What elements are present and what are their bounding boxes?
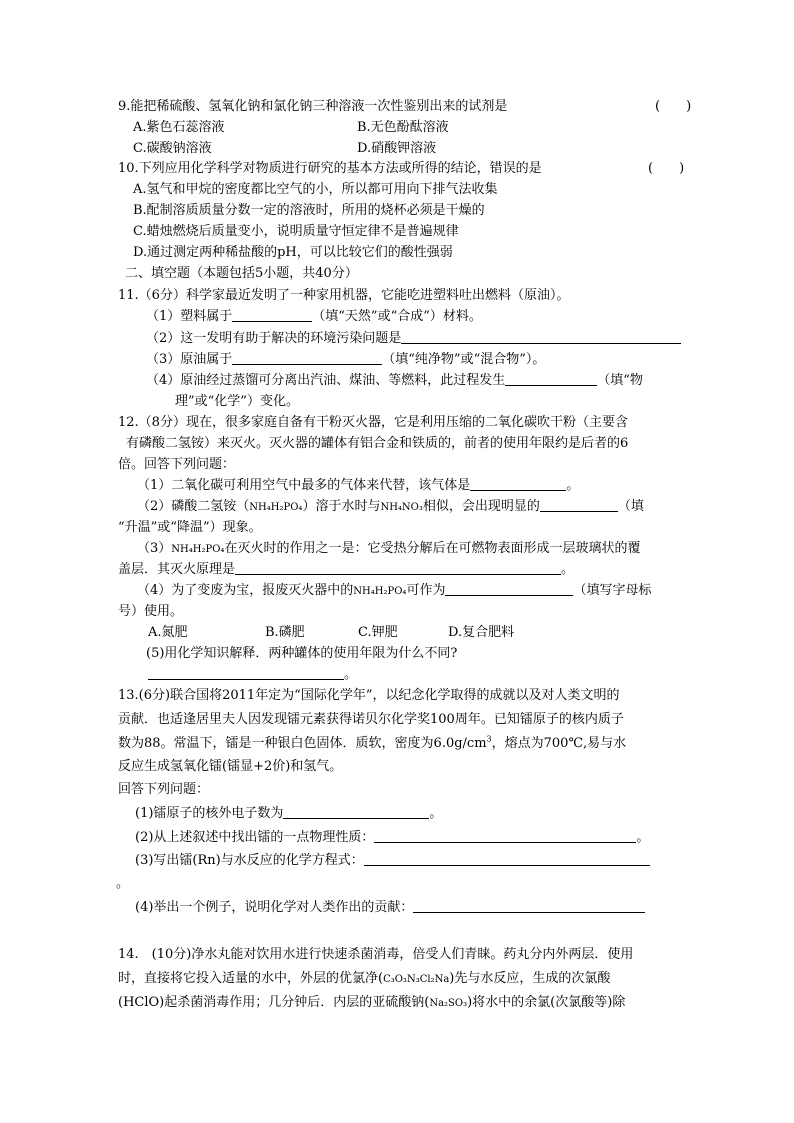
q12-part2-mid: ）溶于水时与 bbox=[302, 499, 381, 514]
q13-line3-b: ，熔点为700℃,易与水 bbox=[491, 736, 627, 751]
q11-part4-suffix: （填“物 bbox=[597, 373, 643, 388]
q12-blank-3[interactable] bbox=[235, 560, 561, 575]
q11-part3-prefix: （3）原油属于 bbox=[146, 352, 233, 367]
q12-part3-text: 在灭火时的作用之一是：它受热分解后在可燃物表面形成一层玻璃状的覆 bbox=[224, 541, 641, 556]
q14-line3 bbox=[118, 993, 625, 1014]
q11-blank-4[interactable] bbox=[505, 371, 597, 386]
q13-line3 bbox=[118, 734, 626, 754]
q12-blank-2[interactable] bbox=[540, 497, 618, 512]
section-heading: 二、填空题（本题包括5小题，共40分） bbox=[125, 266, 358, 281]
q13-part4-prefix: (4)举出一个例子，说明化学对人类作出的贡献： bbox=[135, 900, 414, 915]
q12-part1-suffix: 。 bbox=[566, 478, 580, 493]
q11-blank-2[interactable] bbox=[401, 329, 681, 344]
q12-part4-suffix: （填写字母标 bbox=[573, 583, 652, 598]
q13-line1: 13.(6分)联合国将2011年定为“国际化学年”，以纪念化学取得的成就以及对人类文明的 bbox=[118, 688, 620, 703]
q12-part3 bbox=[137, 539, 640, 560]
q11-part4-prefix: （4）原油经过蒸馏可分离出汽油、煤油、等燃料，此过程发生 bbox=[146, 373, 506, 388]
q14-line3-a: (HClO)起杀菌消毒作用；几分钟后．内层的亚硫酸钠( bbox=[118, 995, 430, 1010]
q13-part2-prefix: (2)从上述叙述中找出镭的一点物理性质： bbox=[135, 830, 375, 845]
q10-option-a: A.氢气和甲烷的密度都比空气的小，所以都可用向下排气法收集 bbox=[133, 182, 498, 197]
q14-line2-a: 时，直接将它投入适量的水中，外层的优氯净( bbox=[118, 971, 384, 986]
q10-stem: 10.下列应用化学科学对物质进行研究的基本方法或所得的结论，错误的是 bbox=[118, 161, 542, 176]
q12-blank-4[interactable] bbox=[445, 581, 573, 596]
q12-part2-cont: “升温”或“降温”）现象。 bbox=[118, 520, 262, 535]
q12-blank-5[interactable] bbox=[148, 665, 344, 680]
q12-part5: (5)用化学知识解释．两种罐体的使用年限为什么不同? bbox=[146, 646, 458, 661]
q10-option-b: B.配制溶质质量分数一定的溶液时，所用的烧杯必须是干燥的 bbox=[133, 203, 485, 218]
q12-part3-num: （3） bbox=[137, 541, 172, 556]
q14-line3-b: )将水中的余氯(次氯酸等)除 bbox=[467, 995, 626, 1010]
q12-part2 bbox=[137, 497, 644, 518]
q12-part3-prefix: 盖层．其灭火原理是 bbox=[118, 562, 236, 577]
q12-formula-nh4h2po4: NH₄H₂PO₄ bbox=[249, 502, 303, 513]
q11-blank-3[interactable] bbox=[232, 350, 382, 365]
q12-part2-mid2: 相似，会出现明显的 bbox=[422, 499, 540, 514]
q9-option-d: D.硝酸钾溶液 bbox=[357, 141, 437, 156]
q13-line5: 回答下列问题： bbox=[118, 782, 210, 797]
q13-line2: 贡献．也适逢居里夫人因发现镭元素获得诺贝尔化学奖100周年。已知镭原子的核内质子 bbox=[118, 712, 624, 727]
q12-option-c: C.钾肥 bbox=[358, 625, 398, 640]
q13-part4 bbox=[135, 898, 645, 918]
q12-part5-answer bbox=[148, 665, 357, 685]
q11-part1 bbox=[146, 307, 482, 327]
q12-formula-nh4h2po4-2: NH₄H₂PO₄ bbox=[171, 544, 225, 555]
q12-part1 bbox=[137, 476, 579, 496]
q11-part3 bbox=[146, 350, 545, 370]
q11-part2-prefix: （2）这一发明有助于解决的环境污染问题是 bbox=[146, 331, 402, 346]
q9-stem: 9.能把稀硫酸、氢氧化钠和氯化钠三种溶液一次性鉴别出来的试剂是 bbox=[118, 99, 508, 114]
q13-part1 bbox=[135, 804, 442, 824]
q12-part3-cont bbox=[118, 560, 574, 580]
q11-part2 bbox=[146, 329, 681, 349]
q10-option-c: C.蜡烛燃烧后质量变小，说明质量守恒定律不是普遍规律 bbox=[133, 224, 459, 239]
q13-part2 bbox=[135, 828, 649, 848]
q10-answer-paren: ( ) bbox=[648, 161, 685, 176]
q11-part1-prefix: （1）塑料属于 bbox=[146, 309, 233, 324]
q13-part3 bbox=[135, 851, 650, 871]
q12-part4-prefix: （4）为了变废为宝，报废灭火器中的 bbox=[137, 583, 354, 598]
q12-formula-nh4no3: NH₄NO₃ bbox=[380, 502, 423, 513]
q13-line3-a: 数为88。常温下，镭是一种银白色固体．质软，密度为6.0g/cm bbox=[118, 736, 487, 751]
q13-part3-end: 。 bbox=[116, 876, 130, 891]
q12-part4-mid: 可作为 bbox=[406, 583, 446, 598]
q13-line4: 反应生成氢氧化镭(镭显+2价)和氢气。 bbox=[118, 759, 343, 774]
q13-blank-3[interactable] bbox=[364, 851, 650, 866]
q11-part4 bbox=[146, 371, 643, 391]
q12-line1: 12.（8分）现在，很多家庭自备有干粉灭火器，它是利用压缩的二氧化碳吹干粉（主要含 bbox=[118, 415, 628, 430]
q12-part4-cont: 号）使用。 bbox=[118, 604, 184, 619]
q13-blank-4[interactable] bbox=[413, 898, 645, 913]
q9-answer-paren: ( ) bbox=[655, 99, 692, 114]
q11-part1-suffix: （填“天然”或“合成”）材料。 bbox=[312, 309, 482, 324]
q12-line3: 倍。回答下列问题： bbox=[118, 457, 236, 472]
q11-blank-1[interactable] bbox=[232, 307, 312, 322]
q13-part1-suffix: 。 bbox=[429, 806, 443, 821]
q14-line1: 14. (10分)净水丸能对饮用水进行快速杀菌消毒，倍受人们青睐。药丸分内外两层．使用 bbox=[118, 947, 634, 962]
q11-part3-suffix: （填“纯净物”或“混合物”）。 bbox=[382, 352, 546, 367]
q13-part2-suffix: 。 bbox=[636, 830, 650, 845]
q14-line2 bbox=[118, 969, 610, 990]
q10-option-d: D.通过测定两种稀盐酸的pH，可以比较它们的酸性强弱 bbox=[133, 245, 453, 260]
q12-line2: 有磷酸二氢铵）来灭火。灭火器的罐体有铝合金和铁质的，前者的使用年限约是后者的6 bbox=[126, 436, 629, 451]
q13-part1-prefix: (1)镭原子的核外电子数为 bbox=[135, 806, 284, 821]
q14-formula-na2so3: Na₂SO₃ bbox=[429, 998, 468, 1009]
q12-part2-prefix: （2）磷酸二氢铵（ bbox=[137, 499, 250, 514]
q12-part2-suffix: （填 bbox=[617, 499, 644, 514]
q12-option-b: B.磷肥 bbox=[265, 625, 305, 640]
q12-formula-nh4h2po4-3: NH₄H₂PO₄ bbox=[353, 586, 407, 597]
q12-option-d: D.复合肥料 bbox=[448, 625, 515, 640]
q14-line2-b: )先与水反应，生成的次氯酸 bbox=[449, 971, 611, 986]
q12-part5-suffix: 。 bbox=[344, 667, 358, 682]
q12-part1-prefix: （1）二氧化碳可利用空气中最多的气体来代替，该气体是 bbox=[137, 478, 471, 493]
q12-blank-1[interactable] bbox=[470, 476, 566, 491]
q13-blank-2[interactable] bbox=[374, 828, 636, 843]
q13-blank-1[interactable] bbox=[283, 804, 429, 819]
q11-part4-cont: 理”或“化学”）变化。 bbox=[175, 394, 299, 409]
q13-line3-sup: 3 bbox=[486, 734, 492, 744]
q9-option-a: A.紫色石蕊溶液 bbox=[133, 120, 225, 135]
q13-part3-prefix: (3)写出镭(Rn)与水反应的化学方程式： bbox=[135, 853, 364, 868]
q12-part3-suffix: 。 bbox=[561, 562, 575, 577]
q12-part4 bbox=[137, 581, 651, 602]
q14-formula-c3o3n3cl2na: C₃O₃N₃Cl₂Na bbox=[383, 974, 450, 985]
q9-option-c: C.碳酸钠溶液 bbox=[133, 141, 212, 156]
q11-stem: 11.（6分）科学家最近发明了一种家用机器，它能吃进塑料吐出燃料（原油）。 bbox=[118, 288, 570, 303]
q12-option-a: A.氮肥 bbox=[148, 625, 188, 640]
q9-option-b: B.无色酚酞溶液 bbox=[357, 120, 449, 135]
